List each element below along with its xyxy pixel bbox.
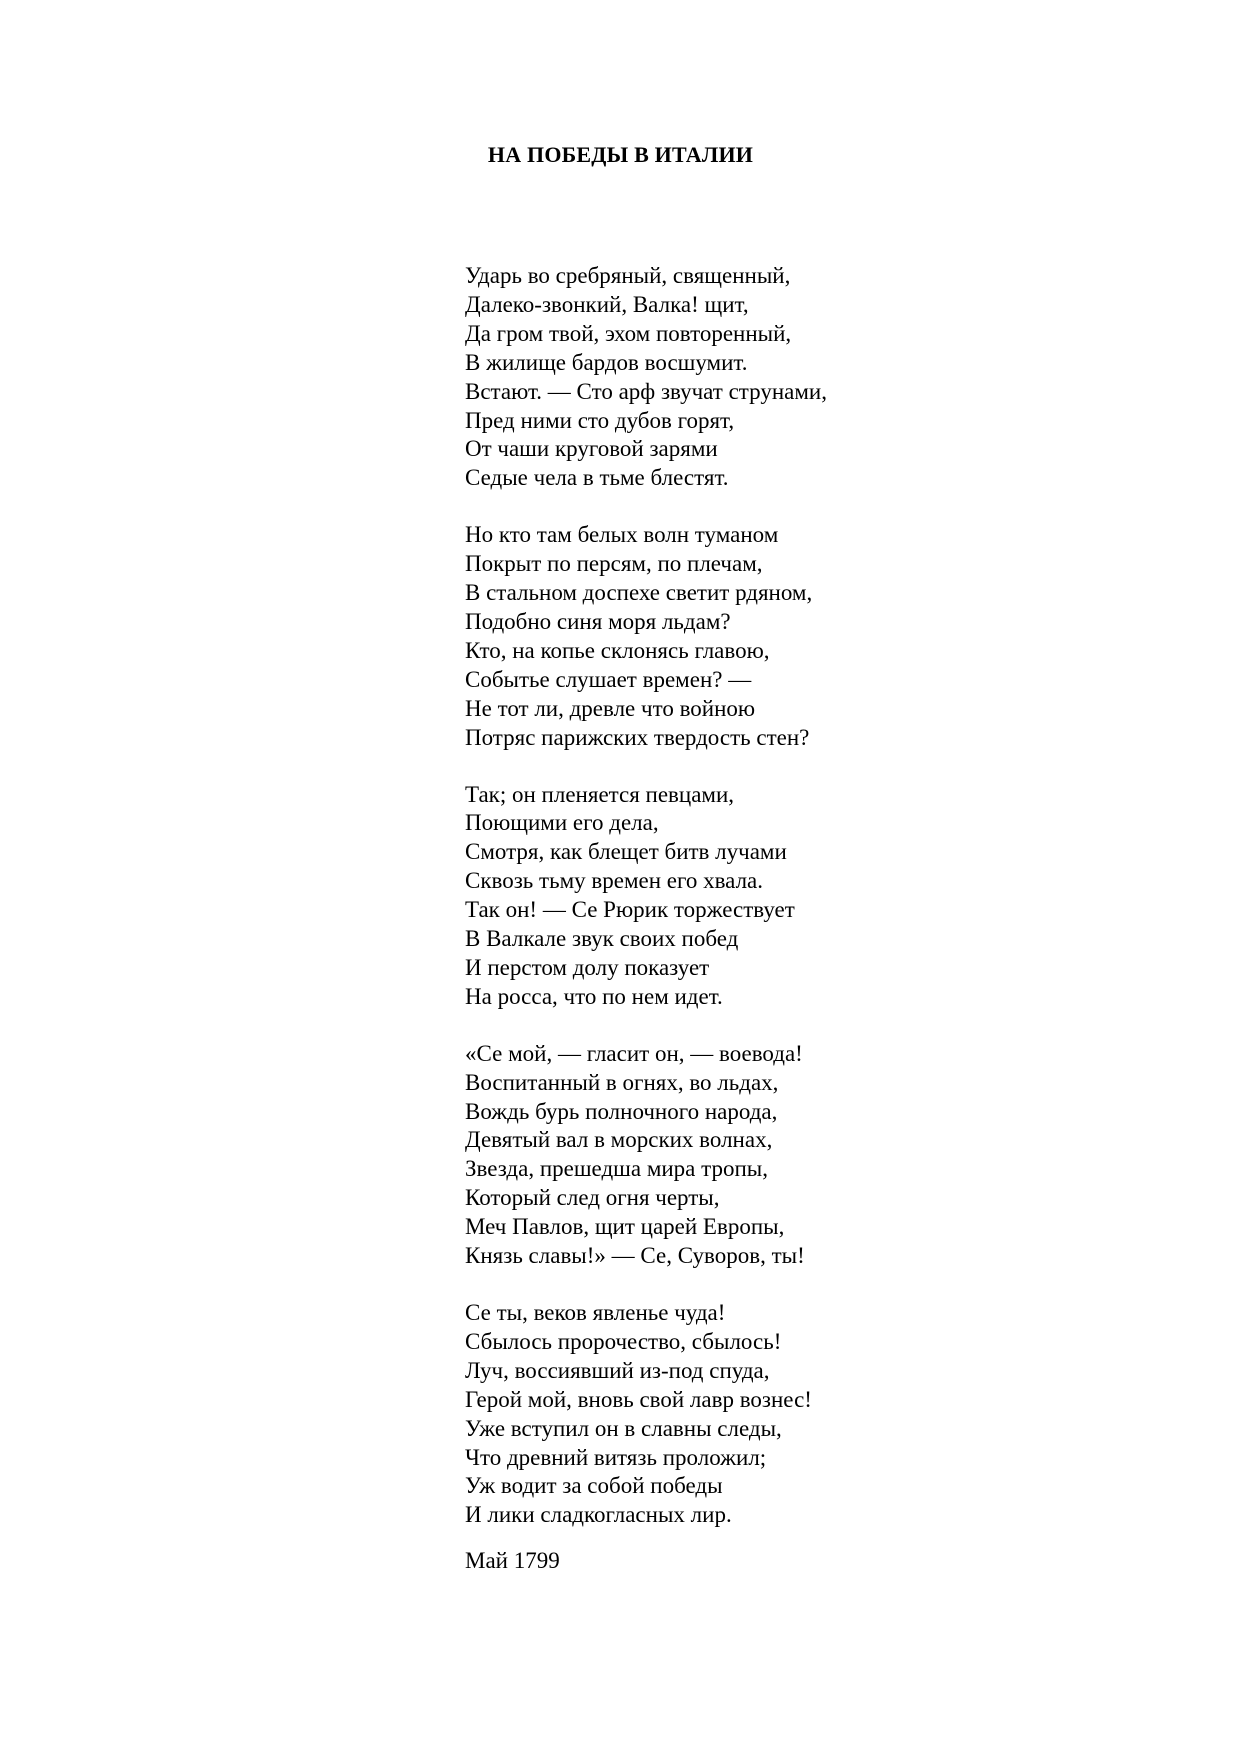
poem-line: Воспитанный в огнях, во льдах, bbox=[465, 1069, 779, 1095]
poem-line: Встают. — Сто арф звучат струнами, bbox=[465, 378, 827, 404]
poem-line: Пред ними сто дубов горят, bbox=[465, 407, 735, 433]
poem-line: Звезда, прешедша мира тропы, bbox=[465, 1156, 768, 1182]
poem-line: Что древний витязь проложил; bbox=[465, 1444, 767, 1470]
poem-line: Князь славы!» — Се, Суворов, ты! bbox=[465, 1243, 805, 1269]
poem-line: Луч, воссиявший из-под спуда, bbox=[465, 1357, 770, 1383]
poem-line: В жилище бардов восшумит. bbox=[465, 349, 748, 375]
poem-line: От чаши круговой зарями bbox=[465, 436, 718, 462]
poem-body bbox=[465, 262, 1165, 1558]
poem-line: Так он! — Се Рюрик торжествует bbox=[465, 897, 795, 923]
stanza-1 bbox=[465, 262, 1165, 493]
poem-line: Сбылось пророчество, сбылось! bbox=[465, 1328, 782, 1354]
poem-line: Так; он пленяется певцами, bbox=[465, 781, 735, 807]
poem-line: Потряс парижских твердость стен? bbox=[465, 724, 810, 750]
poem-line: Меч Павлов, щит царей Европы, bbox=[465, 1214, 785, 1240]
stanza-2 bbox=[465, 521, 1165, 752]
poem-line: Уж водит за собой победы bbox=[465, 1473, 723, 1499]
poem-line: В стальном доспехе светит рдяном, bbox=[465, 580, 813, 606]
stanza-5 bbox=[465, 1299, 1165, 1530]
poem-line: Не тот ли, древле что войною bbox=[465, 695, 756, 721]
poem-line: Ударь во сребряный, священный, bbox=[465, 263, 791, 288]
poem-line: Девятый вал в морских волнах, bbox=[465, 1127, 773, 1153]
poem-line: Событье слушает времен? — bbox=[465, 666, 752, 692]
poem-line: Уже вступил он в славны следы, bbox=[465, 1415, 782, 1441]
stanza-4 bbox=[465, 1040, 1165, 1271]
stanza-3 bbox=[465, 781, 1165, 1012]
poem-line: Но кто там белых волн туманом bbox=[465, 522, 779, 548]
poem-line: Да гром твой, эхом повторенный, bbox=[465, 320, 792, 346]
poem-line: И лики сладкогласных лир. bbox=[465, 1502, 732, 1528]
poem-line: Покрыт по персям, по плечам, bbox=[465, 551, 763, 577]
poem-line: «Се мой, — гласит он, — воевода! bbox=[465, 1040, 803, 1066]
poem-line: Вождь бурь полночного народа, bbox=[465, 1098, 778, 1124]
poem-line: Подобно синя моря льдам? bbox=[465, 608, 731, 634]
poem-line: И перстом долу показует bbox=[465, 954, 710, 980]
poem-line: Седые чела в тьме блестят. bbox=[465, 465, 729, 491]
poem-line: Который след огня черты, bbox=[465, 1185, 720, 1211]
poem-line: Сквозь тьму времен его хвала. bbox=[465, 868, 764, 894]
poem-line: Смотря, как блещет битв лучами bbox=[465, 839, 787, 865]
poem-line: Поющими его дела, bbox=[465, 810, 659, 836]
poem-line: Кто, на копье склонясь главою, bbox=[465, 637, 770, 663]
poem-date: Май 1799 bbox=[465, 1548, 560, 1573]
poem-line: Герой мой, вновь свой лавр вознес! bbox=[465, 1386, 812, 1412]
poem-line: На росса, что по нем идет. bbox=[465, 983, 723, 1009]
poem-title: НА ПОБЕДЫ В ИТАЛИИ bbox=[487, 142, 754, 167]
poem-line: Се ты, веков явленье чуда! bbox=[465, 1300, 726, 1325]
poem-line: Далеко-звонкий, Валка! щит, bbox=[465, 291, 749, 317]
poem-line: В Валкале звук своих побед bbox=[465, 926, 739, 952]
